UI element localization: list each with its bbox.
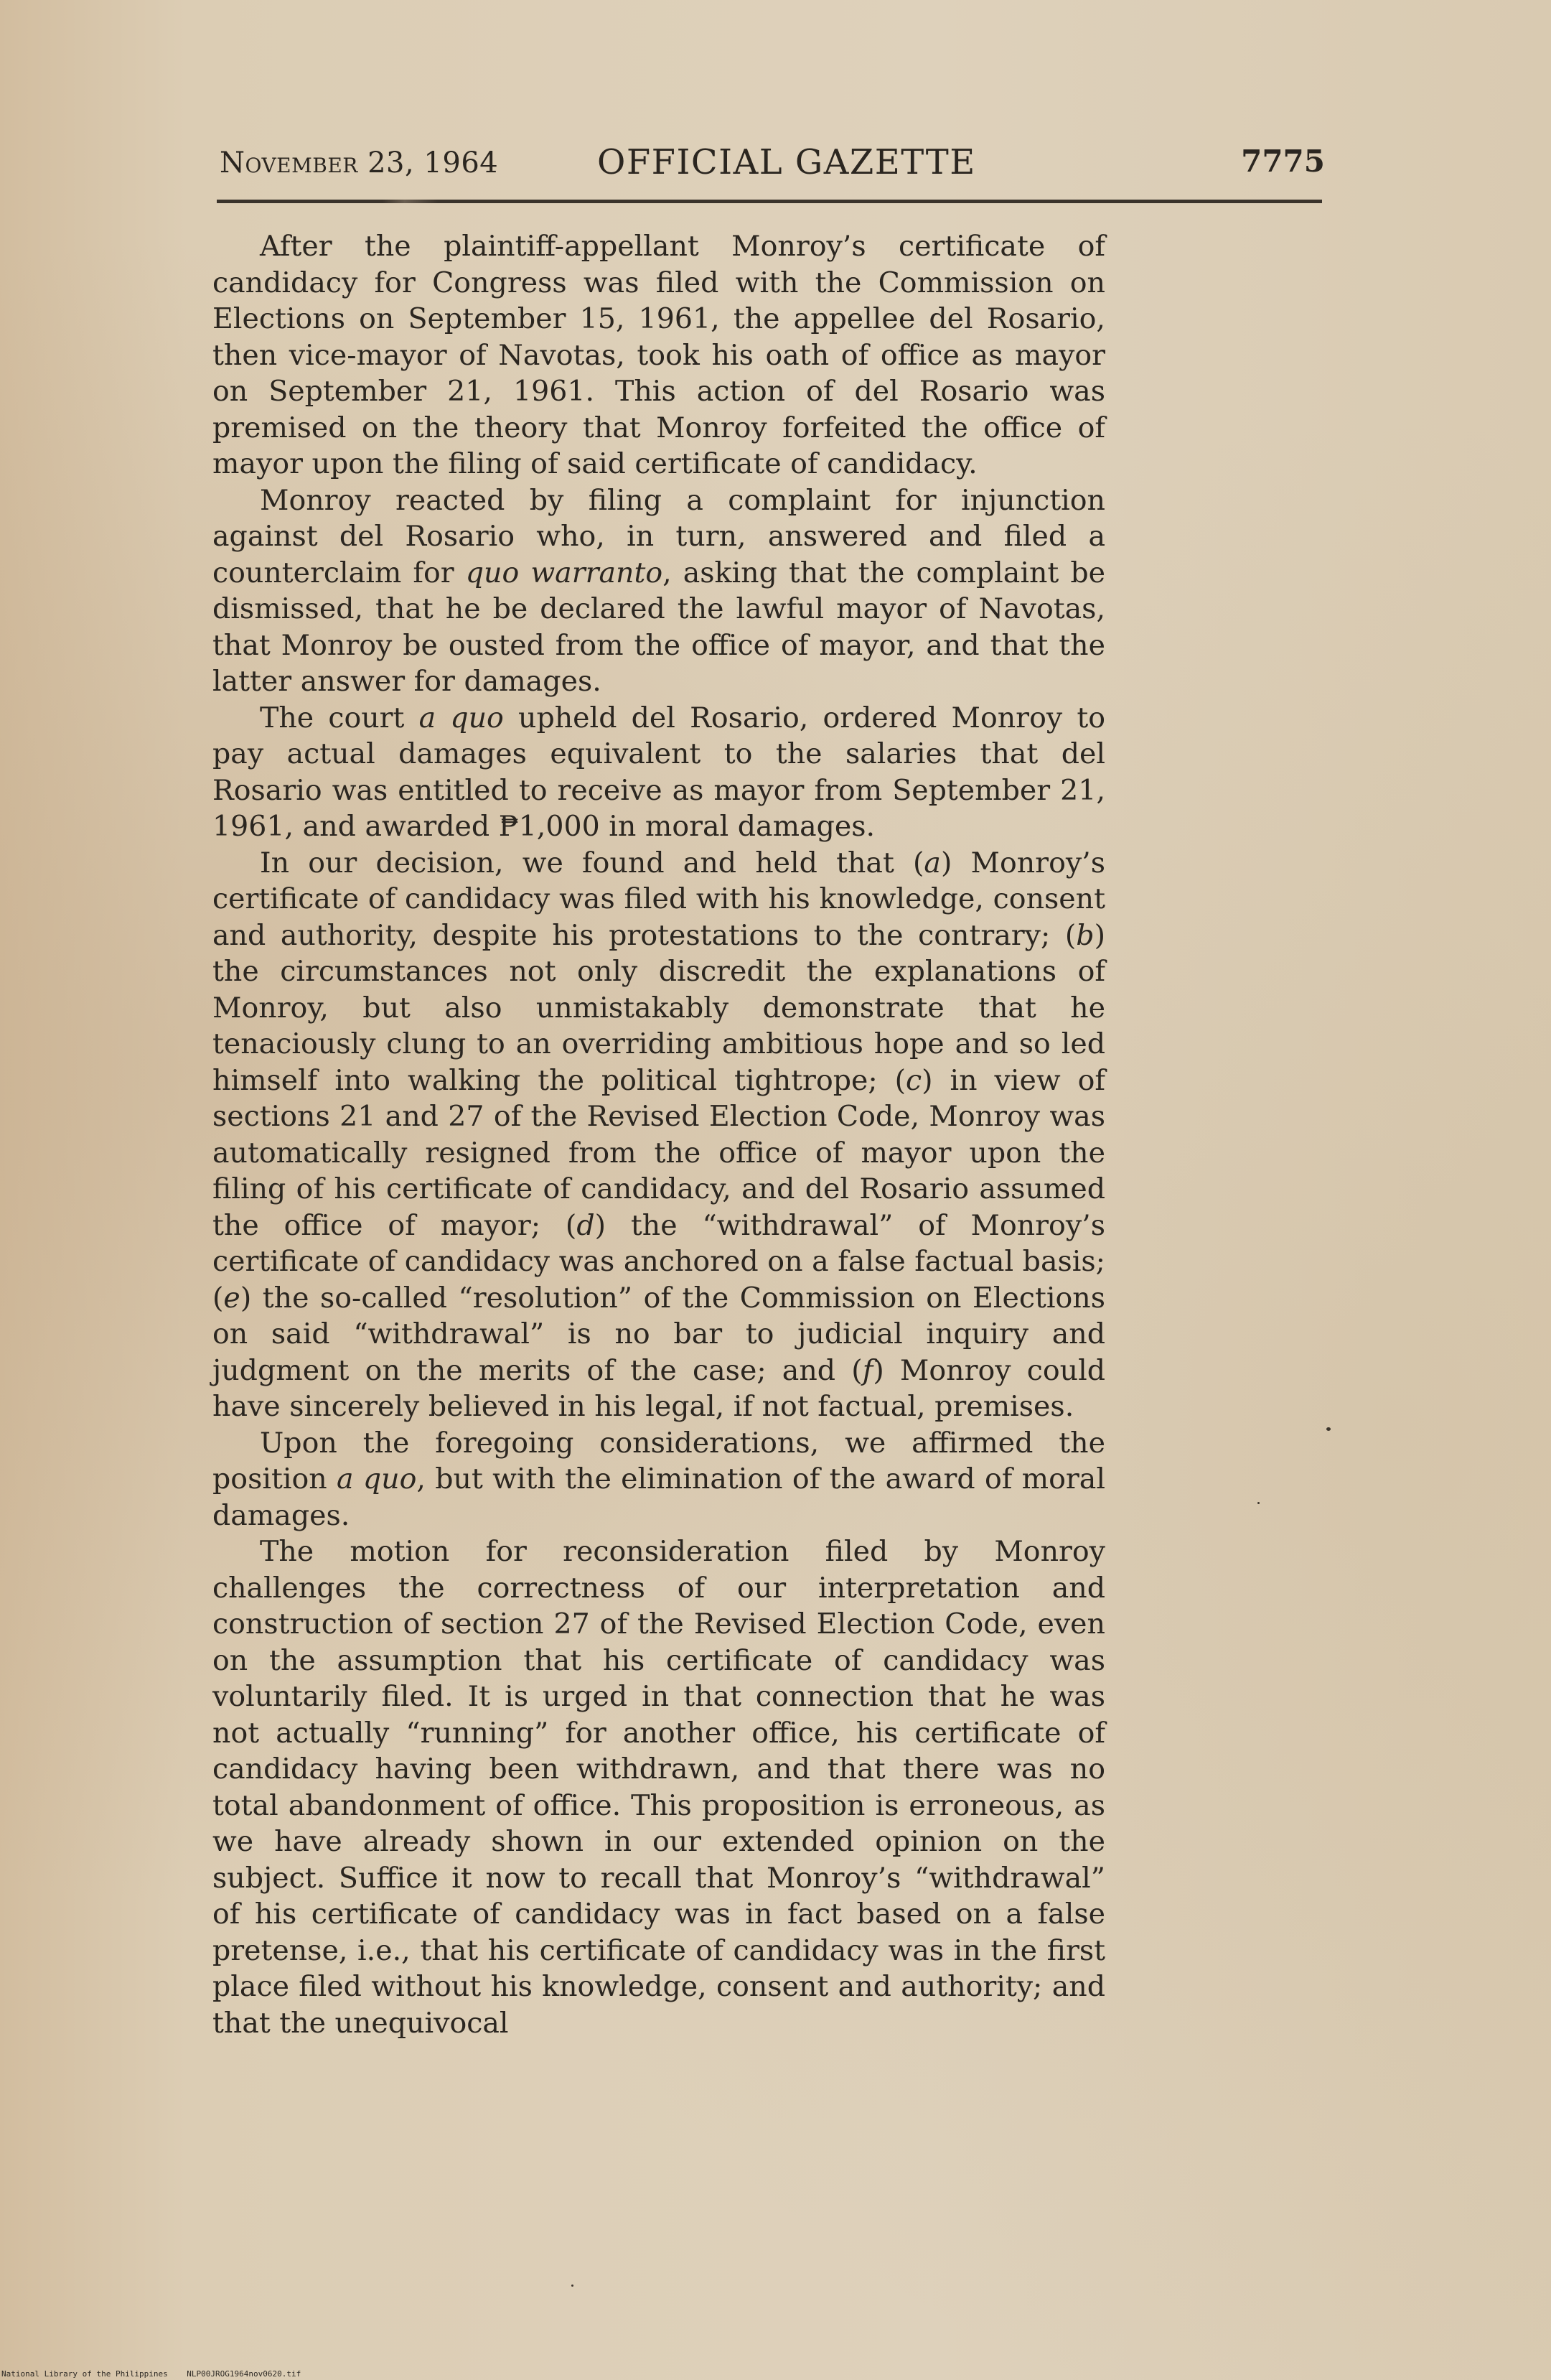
italic-text: c bbox=[906, 1063, 922, 1097]
paragraph-2 bbox=[212, 482, 1105, 700]
paragraph-4 bbox=[212, 845, 1105, 1425]
paper-speck bbox=[571, 2285, 573, 2287]
paragraph-text: The court bbox=[260, 701, 419, 734]
italic-text: f bbox=[862, 1353, 873, 1387]
paragraph-text: In our decision, we found and held that ( bbox=[260, 846, 924, 879]
paragraph-3 bbox=[212, 700, 1105, 845]
italic-text: a quo bbox=[337, 1462, 417, 1495]
article-body bbox=[212, 228, 1105, 2041]
paragraph-text: , but with the elimination of the award of moral damages. bbox=[212, 1462, 1105, 1532]
running-header bbox=[215, 142, 1326, 192]
paper-speck bbox=[1257, 1502, 1260, 1504]
paragraph-text: ) the circumstances not only discredit the explanations of Monroy, but also unmistakably demonstrate that he tenaciously clung to an overriding ambitious hope and so led himself into walking the political tightrope; ( bbox=[212, 918, 1105, 1097]
page-number: 7775 bbox=[1241, 144, 1325, 179]
paragraph-text: ) the so-called “resolution” of the Commission on Elections on said “withdrawal” is no bar to judicial inquiry and judgment on the merits of the case; and ( bbox=[212, 1281, 1105, 1387]
paragraph-6 bbox=[212, 1534, 1105, 2041]
footer-filename: NLP00JROG1964nov0620.tif bbox=[187, 2369, 301, 2379]
italic-text: quo warranto bbox=[465, 556, 663, 589]
paragraph-text: ) in view of sections 21 and 27 of the Revised Election Code, Monroy was automatically resigned from the office of mayor upon the filing of his certificate of candidacy, and del Rosario assumed the office of mayor; ( bbox=[212, 1063, 1105, 1242]
paragraph-text: ) Monroy could have sincerely believed in his legal, if not factual, premises. bbox=[212, 1353, 1105, 1423]
paragraph-text: Monroy reacted by filing a complaint for injunction against del Rosario who, in turn, answered and filed a counterclaim for bbox=[212, 483, 1105, 589]
italic-text: a quo bbox=[418, 701, 504, 734]
italic-text: e bbox=[223, 1281, 240, 1315]
paragraph-1 bbox=[212, 228, 1105, 482]
footer-source: National Library of the Philippines bbox=[1, 2369, 168, 2379]
paragraph-text: ) Monroy’s certificate of candidacy was filed with his knowledge, consent and authority, despite his protestations to the contrary; ( bbox=[212, 846, 1105, 952]
paragraph-text: The motion for reconsideration filed by Monroy challenges the correctness of our interpretation and construction of section 27 of the Revised Election Code, even on the assumption that his certificate of candidacy was voluntarily filed. It is urged in that connection that he was not actually “running” for another office, his certificate of candidacy having been withdrawn, and that there was no total abandonment of office. This proposition is erroneous, as we have already shown in our extended opinion on the subject. Suffice it now to recall that Monroy’s “withdrawal” of his certificate of candidacy was in fact based on a false pretense, i.e., that his certificate of candidacy was in the first place filed without his knowledge, consent and authority; and that the unequivocal bbox=[212, 1535, 1105, 2040]
italic-text: d bbox=[576, 1208, 595, 1242]
italic-text: b bbox=[1076, 918, 1095, 952]
paragraph-text: ) the “withdrawal” of Monroy’s certificate of candidacy was anchored on a false factual basis; ( bbox=[212, 1208, 1105, 1315]
publication-title: OFFICIAL GAZETTE bbox=[597, 142, 976, 182]
issue-date: November 23, 1964 bbox=[220, 146, 499, 179]
paragraph-text: After the plaintiff-appellant Monroy’s certificate of candidacy for Congress was filed with the Commission on Elections on September 15, 1961, the appellee del Rosario, then vice-mayor of Navotas, took his oath of office as mayor on September 21, 1961. This action of del Rosario was premised on the theory that Monroy forfeited the office of mayor upon the filing of said certificate of candidacy. bbox=[212, 230, 1105, 480]
header-rule bbox=[217, 200, 1322, 203]
scan-footer bbox=[1, 2369, 301, 2379]
paragraph-text: , asking that the complaint be dismissed, that he be declared the lawful mayor of Navotas, that Monroy be ousted from the office of mayor, and that the latter answer for damages. bbox=[212, 556, 1106, 698]
paper-speck bbox=[1326, 1427, 1331, 1431]
paragraph-text: Upon the foregoing considerations, we affirmed the position bbox=[212, 1426, 1105, 1495]
italic-text: a bbox=[924, 846, 941, 879]
paragraph-5 bbox=[212, 1425, 1105, 1534]
paragraph-text: upheld del Rosario, ordered Monroy to pay actual damages equivalent to the salaries that del Rosario was entitled to receive as mayor from September 21, 1961, and awarded ₱1,000 in moral damages. bbox=[212, 701, 1105, 843]
